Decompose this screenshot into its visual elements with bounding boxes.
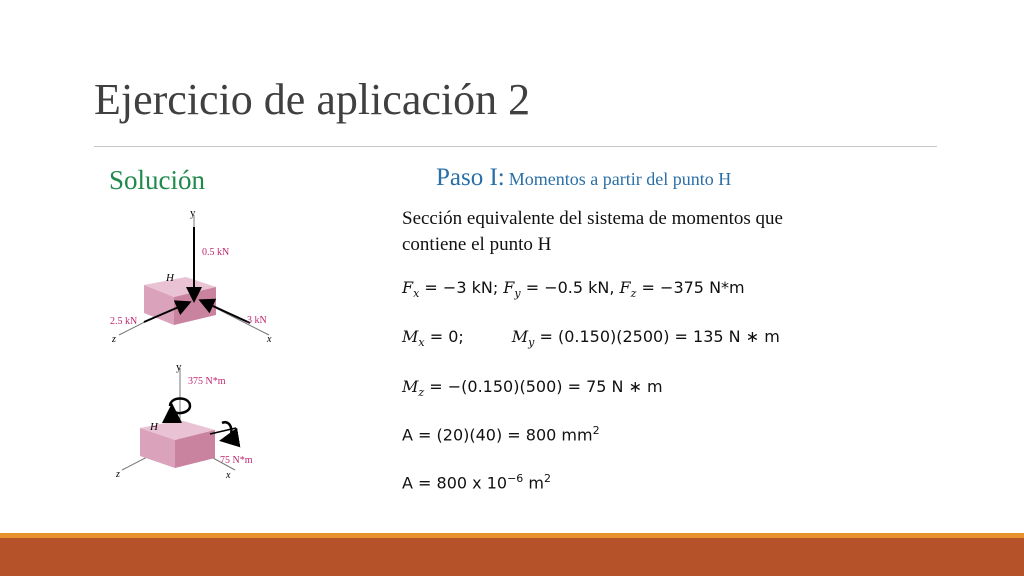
bottom-y-axis-label: y bbox=[176, 361, 182, 373]
area1-text: A = (20)(40) = 800 mm bbox=[402, 425, 593, 445]
bottom-point-h-label: H bbox=[150, 421, 158, 433]
area-equation-1 bbox=[402, 424, 600, 444]
bottom-moment-y-label: 375 N*m bbox=[188, 376, 226, 387]
fy-value: = −0.5 kN, bbox=[520, 278, 620, 297]
top-force-z-label: 2.5 kN bbox=[110, 316, 138, 327]
top-y-axis-label: y bbox=[190, 207, 196, 219]
area2-unit: m bbox=[523, 473, 544, 493]
moment-diagram bbox=[110, 358, 280, 483]
area2-unit-exp: 2 bbox=[543, 472, 551, 485]
bottom-z-axis-label: z bbox=[116, 469, 120, 480]
footer-bar bbox=[0, 538, 1024, 576]
fx-value: = −3 kN; bbox=[419, 278, 504, 297]
solution-heading: Solución bbox=[109, 165, 206, 195]
mz-value: = −(0.150)(500) = 75 N ∗ m bbox=[424, 377, 663, 396]
area1-exp: 2 bbox=[592, 424, 600, 437]
step-subtitle: Momentos a partir del punto H bbox=[508, 169, 732, 189]
top-force-y-label: 0.5 kN bbox=[202, 247, 230, 258]
slide-title: Ejercicio de aplicación 2 bbox=[94, 75, 531, 124]
my-value: = (0.150)(2500) = 135 N ∗ m bbox=[534, 327, 780, 346]
title-divider bbox=[94, 146, 937, 147]
force-diagram bbox=[104, 205, 284, 355]
area2-text: A = 800 x 10 bbox=[402, 473, 508, 493]
top-z-axis-label: z bbox=[112, 334, 116, 345]
step-label: Paso I: bbox=[436, 164, 505, 191]
top-force-x-label: 3 kN bbox=[247, 315, 267, 326]
step-heading bbox=[436, 164, 731, 192]
fz-value: = −375 N*m bbox=[636, 278, 745, 297]
top-x-axis-label: x bbox=[267, 334, 272, 345]
top-point-h-label: H bbox=[166, 272, 174, 284]
bottom-x-axis-label: x bbox=[226, 470, 231, 481]
area-equation-2 bbox=[402, 472, 551, 492]
section-description: Sección equivalente del sistema de momentos que contiene el punto H bbox=[402, 208, 783, 255]
mz-equation: $M_z = -(0.150)(500) = 75$ N ∗ m bbox=[402, 377, 663, 400]
moment-equations: $M_x = 0$; $M_y = (0.150)(2500) = 135$ N ∗ m bbox=[402, 327, 780, 350]
force-equations: $F_x = -3$ kN; $F_y = -0.5$ kN, $F_z = -375$ N*m bbox=[402, 278, 745, 301]
mx-value: = 0; bbox=[424, 327, 464, 346]
bottom-moment-x-label: 75 N*m bbox=[220, 455, 253, 466]
area2-exp: −6 bbox=[507, 472, 524, 485]
